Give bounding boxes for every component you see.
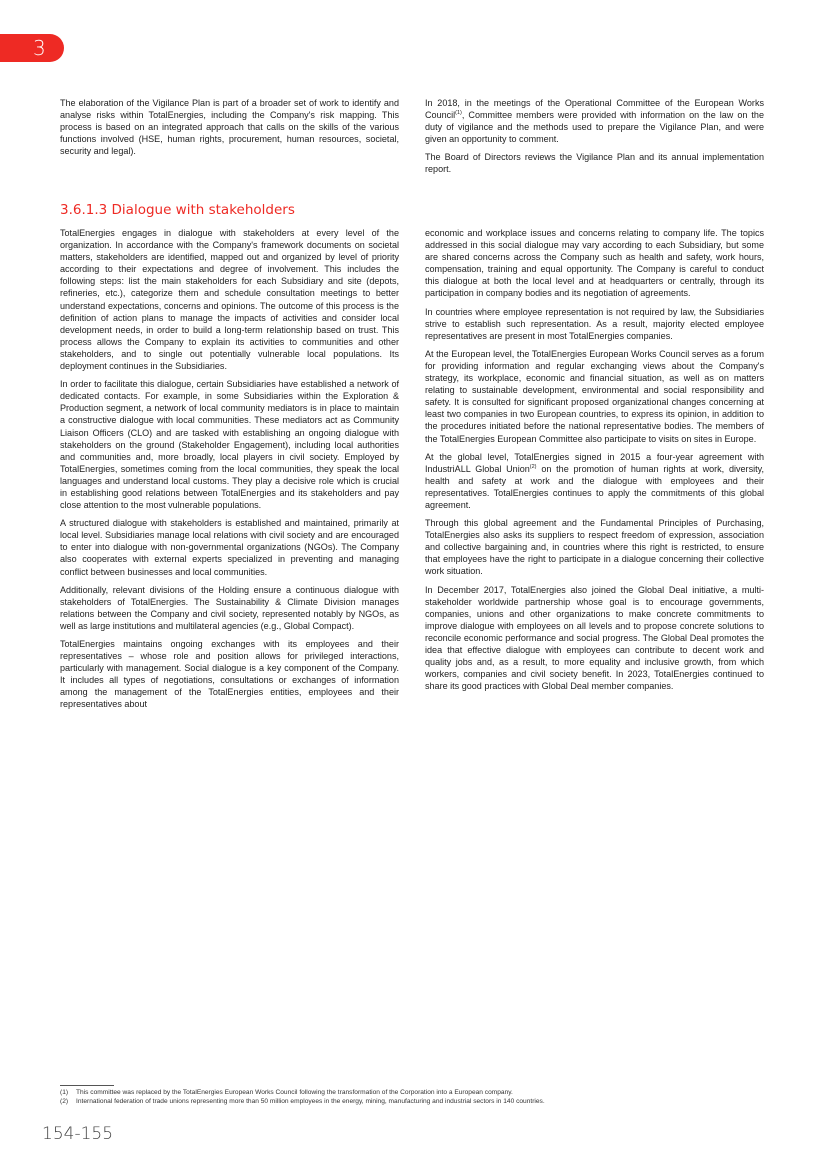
- footnote-1: (1) This committee was replaced by the TotalEnergies European Works Council following the transformation of the Corporation into a European company.: [60, 1089, 513, 1096]
- body-paragraph: A structured dialogue with stakeholders is established and maintained, primarily at local level. Subsidiaries manage local relations with civil society and are encouraged to enter into dialogue with non-governmental organizations (NGOs). The Company also cooperates with external experts specialized in preventing and managing conflict between businesses and local communities.: [60, 518, 399, 577]
- body-paragraph: Additionally, relevant divisions of the Holding ensure a continuous dialogue with stakeholders of TotalEnergies. The Sustainability & Climate Division manages relations between the Company and civil society, represented notably by NGOs, as well as large institutions and multilateral agencies (e.g., Global Compact).: [60, 584, 399, 631]
- footnote-ref-2[interactable]: (2): [529, 463, 537, 470]
- intro-right-column: [425, 97, 764, 182]
- body-paragraph: At the global level, TotalEnergies signed in 2015 a four-year agreement with IndustriALL Global Union$^{(2)}$ on the promotion of human rights at work, diversity, health and safety at work and the dialogue with employees and their representatives. TotalEnergies continues to apply the commitments of this global agreement.: [425, 451, 764, 510]
- intro-right-paragraph-2: The Board of Directors reviews the Vigilance Plan and its annual implementation report.: [425, 152, 764, 175]
- page-number: 154-155: [42, 1124, 114, 1144]
- intro-left-column: [60, 97, 399, 163]
- intro-left-paragraph: The elaboration of the Vigilance Plan is part of a broader set of work to identify and analyse risks within TotalEnergies, including the Company's risk mapping. This process is based on an integrated approach that calls on the skills of the various functions involved (HSE, human rights, procurement, human resources, societal, security and legal).: [60, 98, 399, 157]
- body-paragraph: In order to facilitate this dialogue, certain Subsidiaries have established a network of dedicated contacts. For example, in some Subsidiaries within the Exploration & Production segment, a network of local community mediators is in place to maintain a constructive dialogue with local communities. These mediators act as Community Liaison Officers (CLO) and are tasked with establishing an ongoing dialogue with stakeholders on the ground (Stakeholder Engagement), including local authorities and communities and, more broadly, local players in civil society. Employed by TotalEnergies, sometimes coming from the local communities, they speak the local languages and understand local customs. They play a decisive role which is crucial in establishing good relations between TotalEnergies and its stakeholders and pay close attention to the most vulnerable populations.: [60, 379, 399, 511]
- body-paragraph: In countries where employee representation is not required by law, the Subsidiaries strive to establish such representation. As a result, majority elected employee representatives are present in most TotalEnergies companies.: [425, 306, 764, 341]
- main-left-column: [60, 227, 399, 717]
- intro-right-paragraph-1: In 2018, in the meetings of the Operational Committee of the European Works Council$^{(1)}$, Committee members were provided with information on the law on the duty of vigilance and the methods used to prepare the Vigilance Plan, and were given an opportunity to comment.: [425, 98, 764, 145]
- footnote-divider: [60, 1085, 114, 1086]
- footnote-ref-1[interactable]: (1): [455, 110, 462, 117]
- body-paragraph: Through this global agreement and the Fundamental Principles of Purchasing, TotalEnergies also asks its suppliers to respect freedom of expression, association and collective bargaining and, in countries where this right is restricted, to ensure that employees have the right to participate in a dialogue concerning their collective work situation.: [425, 518, 764, 577]
- footnotes: [60, 1089, 760, 1106]
- body-paragraph: TotalEnergies maintains ongoing exchanges with its employees and their representatives – whose role and position allows for privileged interactions, particularly with management. Social dialogue is a key component of the Company. It includes all types of negotiations, consultations or exchanges of information among the management of the TotalEnergies entities, employees and their representatives about: [60, 639, 399, 710]
- body-paragraph: In December 2017, TotalEnergies also joined the Global Deal initiative, a multi-stakeholder worldwide partnership whose goal is to encourage governments, companies, unions and other organizations to make concrete commitments to improve dialogue with employees on all levels and to propose concrete solutions to reconcile economic performance and social progress. The Global Deal promotes the idea that effective dialogue with employees can contribute to decent work and quality jobs and, as a result, to more equality and inclusive growth, from which workers, companies and civil society benefit. In 2023, TotalEnergies continued to share its good practices with Global Deal member companies.: [425, 584, 764, 692]
- chapter-number-tab: 3: [0, 34, 64, 62]
- body-paragraph: At the European level, the TotalEnergies European Works Council serves as a forum for providing information and regular exchanging views about the Company's strategy, its workplace, economic and financial situation, as well as on matters relating to sustainable development, environmental and social responsibility and safety. It is consulted for significant proposed organizational changes concerning at least two companies in two European countries, to express its opinion, in addition to the procedures initiated before the national representative bodies. The members of the TotalEnergies European Committee also participate to visits on sites in Europe.: [425, 348, 764, 444]
- body-paragraph: economic and workplace issues and concerns relating to company life. The topics addressed in this social dialogue may vary according to each Subsidiary, but some are shared concerns across the Company such as health and safety, work hours, compensation, training and equal opportunity. The Company is careful to conduct this dialogue at both the local level and at headquarters or centrally, through its participation in company bodies and its negotiation of agreements.: [425, 228, 764, 299]
- section-heading: 3.6.1.3 Dialogue with stakeholders: [60, 202, 295, 218]
- footnote-2: (2) International federation of trade unions representing more than 50 million employees in the energy, mining, manufacturing and industrial sectors in 140 countries.: [60, 1097, 545, 1105]
- body-paragraph: TotalEnergies engages in dialogue with stakeholders at every level of the organization. In accordance with the Company's framework documents on societal matters, stakeholders are identified, mapped out and organized by level of priority according to their expectations and degree of involvement. This includes the following steps: list the main stakeholders for each Subsidiary and site (depots, refineries, etc.), categorize them and schedule consultation meetings to better understand expectations, concerns and opinions. The outcome of this process is the definition of action plans to manage the impacts of activities and consider local development needs, in order to build a long-term relationship based on trust. This process allows the Company to explain its activities to communities and other stakeholders, and to single out potentially vulnerable local populations. Its deployment continues in the Subsidiaries.: [60, 228, 399, 372]
- main-right-column: [425, 227, 764, 698]
